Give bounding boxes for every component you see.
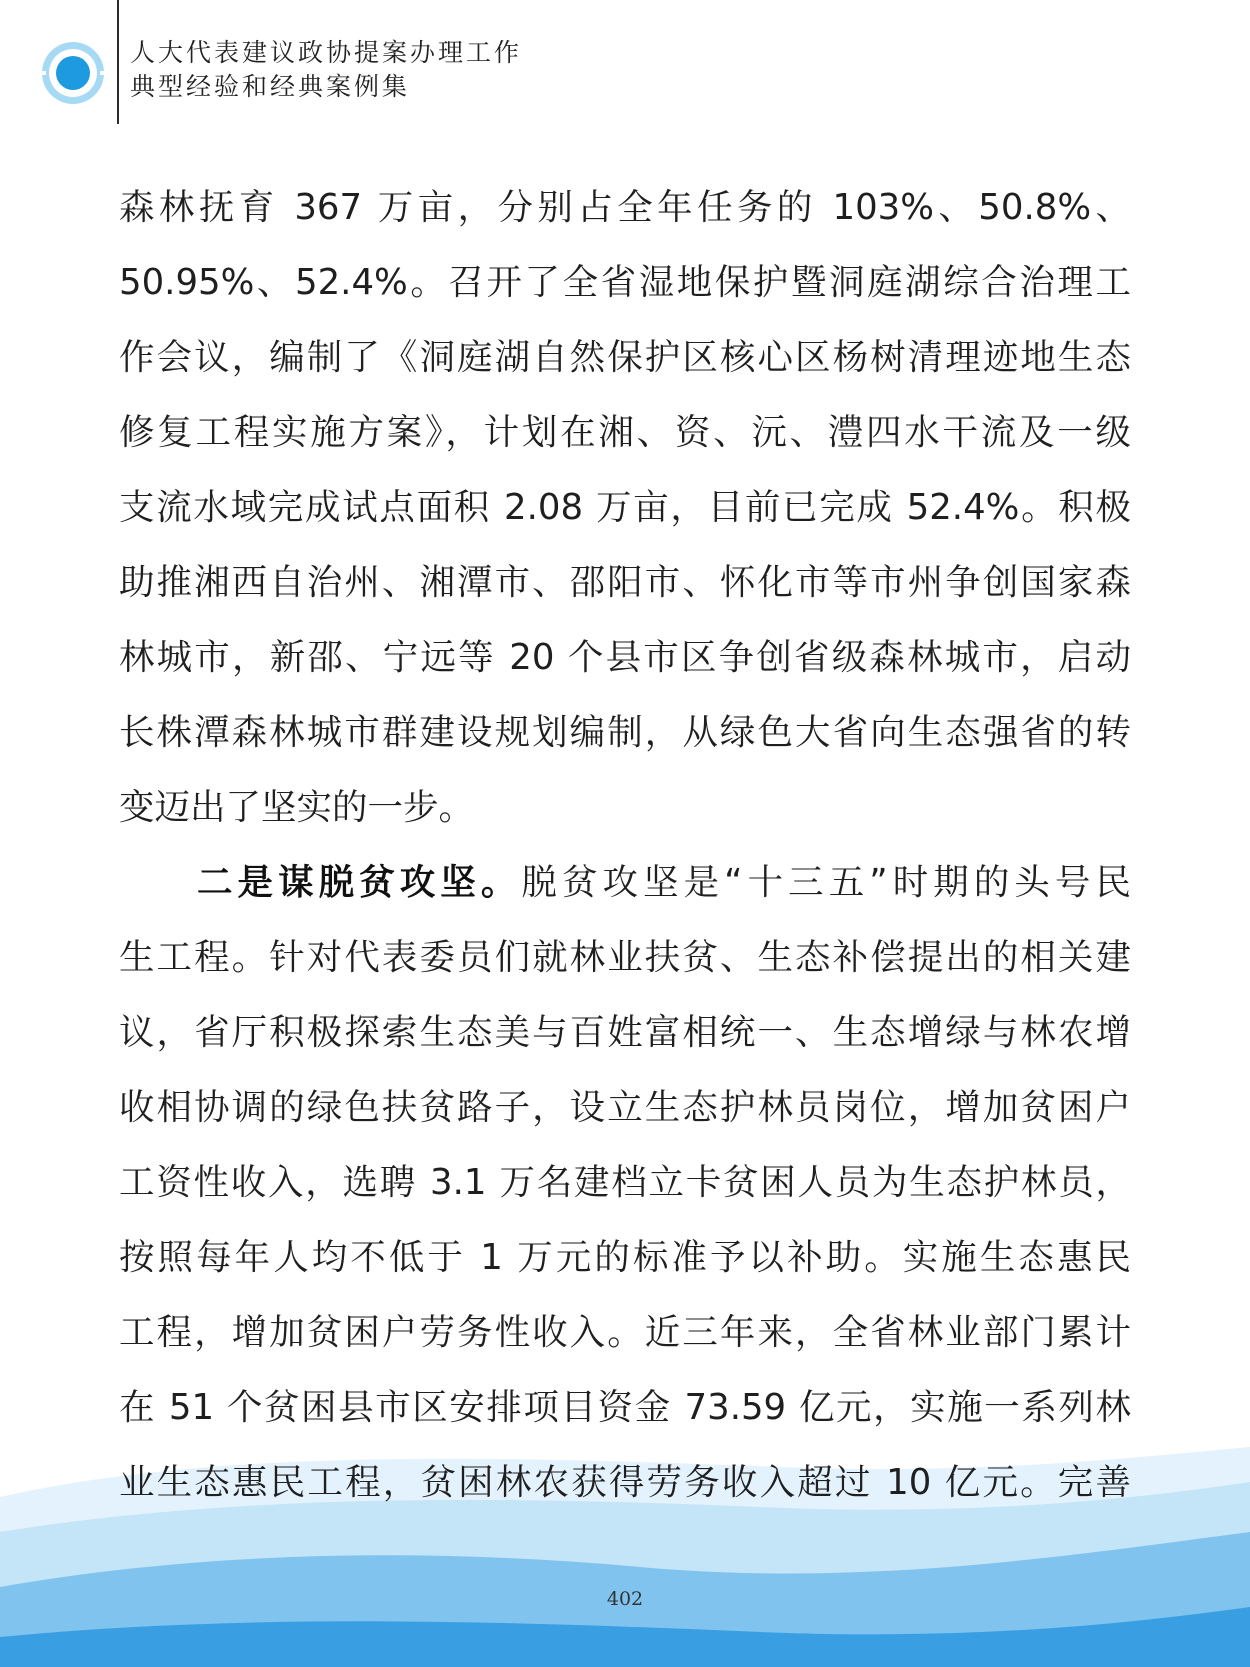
book-title-line-1: 人大代表建议政协提案办理工作	[130, 38, 523, 67]
text-line: 议，省厅积极探索生态美与百姓富相统一、生态增绿与林农增	[119, 1012, 1131, 1053]
text-line: 工资性收入，选聘 3.1 万名建档立卡贫困人员为生态护林员，	[119, 1162, 1131, 1203]
page-number: 402	[606, 1588, 644, 1610]
text-line: 生工程。针对代表委员们就林业扶贫、生态补偿提出的相关建	[119, 937, 1131, 978]
text-line: 支流水域完成试点面积 2.08 万亩，目前已完成 52.4%。积极	[119, 487, 1131, 528]
text-line: 收相协调的绿色扶贫路子，设立生态护林员岗位，增加贫困户	[119, 1087, 1131, 1128]
section-first-line-text: 脱贫攻坚是“十三五”时期的头号民	[521, 862, 1131, 903]
section-heading: 二是谋脱贫攻坚。	[197, 862, 522, 903]
text-line: 修复工程实施方案》，计划在湘、资、沅、澧四水干流及一级	[119, 412, 1131, 453]
page-header	[0, 0, 1250, 125]
text-line: 森林抚育 367 万亩，分别占全年任务的 103%、50.8%、	[119, 187, 1131, 228]
text-line: 林城市，新邵、宁远等 20 个县市区争创省级森林城市，启动	[119, 637, 1131, 678]
section-first-line	[119, 845, 1131, 920]
text-line: 作会议，编制了《洞庭湖自然保护区核心区杨树清理迹地生态	[119, 337, 1131, 378]
book-title	[130, 36, 522, 104]
circle-logo-icon	[40, 40, 106, 106]
text-line: 业生态惠民工程，贫困林农获得劳务收入超过 10 亿元。完善	[119, 1462, 1131, 1503]
text-line: 变迈出了坚实的一步。	[119, 787, 475, 828]
text-line: 长株潭森林城市群建设规划编制，从绿色大省向生态强省的转	[119, 712, 1131, 753]
text-line: 50.95%、52.4%。召开了全省湿地保护暨洞庭湖综合治理工	[119, 262, 1131, 303]
text-line: 助推湘西自治州、湘潭市、邵阳市、怀化市等市州争创国家森	[119, 562, 1131, 603]
text-line: 按照每年人均不低于 1 万元的标准予以补助。实施生态惠民	[119, 1237, 1131, 1278]
header-divider	[117, 0, 119, 124]
text-line: 在 51 个贫困县市区安排项目资金 73.59 亿元，实施一系列林	[119, 1387, 1131, 1428]
body-text	[119, 170, 1131, 1520]
book-title-line-2: 典型经验和经典案例集	[130, 72, 411, 101]
text-line: 工程，增加贫困户劳务性收入。近三年来，全省林业部门累计	[119, 1312, 1131, 1353]
